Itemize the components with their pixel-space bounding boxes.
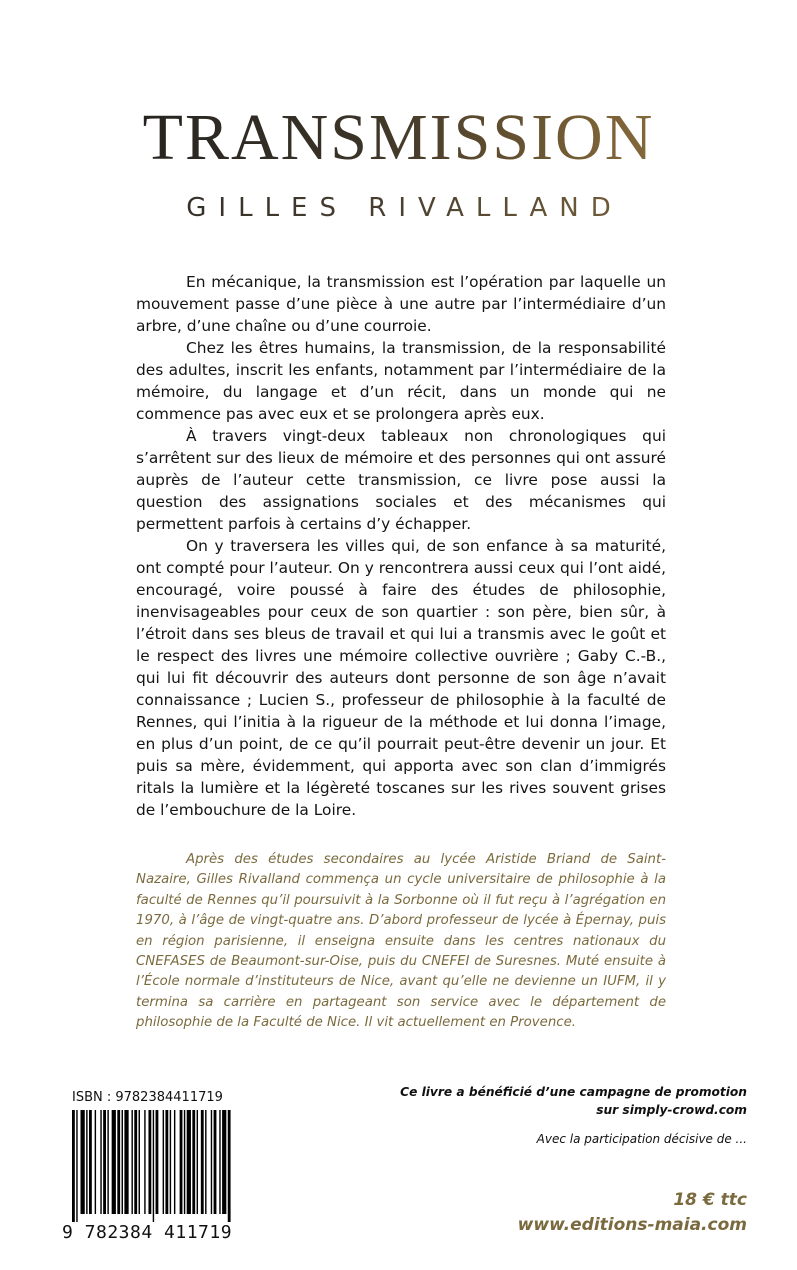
isbn-label: ISBN : 9782384411719 bbox=[72, 1090, 223, 1105]
barcode-bar bbox=[214, 1110, 217, 1214]
barcode-bar bbox=[95, 1110, 96, 1214]
barcode-bar bbox=[86, 1110, 87, 1214]
barcode-bar bbox=[107, 1110, 108, 1214]
barcode-bar bbox=[131, 1110, 132, 1214]
barcode-bar bbox=[228, 1110, 231, 1222]
summary-text bbox=[136, 271, 666, 821]
barcode-bar bbox=[222, 1110, 226, 1214]
participation-note: Avec la participation décisive de ... bbox=[536, 1132, 747, 1146]
barcode-bar bbox=[163, 1110, 164, 1214]
barcode-bar bbox=[205, 1110, 206, 1214]
summary-paragraph: On y traversera les villes qui, de son enfance à sa maturité, ont compté pour l’auteur. On y rencontrera aussi ceux qui l’ont aidé, encouragé, voire poussé à faire des études de philosophie, inenvisageables pour ceux de son quartier : son père, bien sûr, à l’étroit dans ses bleus de travail et qui lui a transmis avec le goût et le respect des livres une mémoire collective ouvrière ; Gaby C.-B., qui lui fit découvrir des auteurs dont personne de son âge n’avait connaissance ; Lucien S., professeur de philosophie à la faculté de Rennes, qui l’initia à la rigueur de la méthode et lui donna l’image, en plus d’un point, de ce qu’il pourrait peut-être devenir un jour. Et puis sa mère, évidemment, qui apporta avec son clan d’immigrés ritals la lumière et la légèreté toscanes sur les rives souvent grises de l’embouchure de la Loire. bbox=[136, 537, 666, 819]
promo-note bbox=[387, 1083, 747, 1119]
summary-paragraph: À travers vingt-deux tableaux non chronologiques qui s’arrêtent sur des lieux de mémoire et des personnes qui ont assuré auprès de l’auteur cette transmission, ce livre pose aussi la question des assignations sociales et des mécanismes qui permettent parfois à certains d’y échapper. bbox=[136, 427, 666, 533]
barcode-bar bbox=[184, 1110, 185, 1214]
barcode-bar bbox=[122, 1110, 123, 1214]
barcode-bar bbox=[72, 1110, 75, 1222]
barcode-bar bbox=[76, 1110, 77, 1222]
author-bio: Après des études secondaires au lycée Aristide Briand de Saint-Nazaire, Gilles Rivalland commença un cycle universitaire de philosophie à la faculté de Rennes qu’il poursuivit à la Sorbonne où il fut reçu à l’agrégation en 1970, à l’âge de vingt-quatre ans. D’abord professeur de lycée à Épernay, puis en région parisienne, il enseigna ensuite dans les centres nationaux du CNEFASES de Beaumont-sur-Oise, puis du CNEFEI de Suresnes. Muté ensuite à l’École normale d’instituteurs de Nice, avant qu’elle ne devienne un IUFM, il y termina sa carrière en partageant son service avec le département de philosophie de la Faculté de Nice. Il vit actuellement en Provence. bbox=[136, 852, 666, 1031]
barcode-bar bbox=[103, 1110, 106, 1214]
barcode-digits: 9 782384 411719 bbox=[62, 1222, 233, 1243]
price: 18 € ttc bbox=[673, 1190, 747, 1210]
barcode-bar bbox=[197, 1110, 198, 1214]
barcode-bar bbox=[170, 1110, 171, 1214]
book-title: TRANSMISSION bbox=[0, 98, 797, 178]
barcode-bar bbox=[100, 1110, 101, 1214]
barcode-bar bbox=[81, 1110, 85, 1214]
barcode-bar bbox=[192, 1110, 195, 1214]
barcode-bar bbox=[144, 1110, 145, 1214]
barcode-bar bbox=[124, 1110, 128, 1214]
barcode-bar bbox=[89, 1110, 92, 1214]
summary-paragraph: En mécanique, la transmission est l’opération par laquelle un mouvement passe d’une pièce à une autre par l’intermédiaire d’un arbre, d’une chaîne ou d’une courroie. bbox=[136, 273, 666, 335]
publisher-website: www.editions-maia.com bbox=[517, 1215, 747, 1235]
promo-line: sur simply-crowd.com bbox=[596, 1103, 747, 1117]
barcode-bar bbox=[139, 1110, 140, 1214]
barcode-bar bbox=[174, 1110, 175, 1214]
barcode-bar bbox=[117, 1110, 120, 1214]
barcode-bar bbox=[211, 1110, 212, 1214]
promo-line: Ce livre a bénéficié d’une campagne de promotion bbox=[400, 1085, 747, 1099]
summary-paragraph: Chez les êtres humains, la transmission, de la responsabilité des adultes, inscrit les enfants, notamment par l’intermédiaire de la mémoire, du langage et d’un récit, dans un monde qui ne commence pas avec eux et se prolongera après eux. bbox=[136, 339, 666, 423]
barcode-bar bbox=[219, 1110, 220, 1214]
barcode-bar bbox=[201, 1110, 204, 1214]
barcode-bar bbox=[153, 1110, 154, 1222]
barcode-bar bbox=[156, 1110, 159, 1214]
barcode-bar bbox=[148, 1110, 151, 1214]
barcode-bar bbox=[165, 1110, 168, 1214]
barcode-bar bbox=[187, 1110, 191, 1214]
barcode bbox=[72, 1110, 232, 1222]
barcode-bar bbox=[112, 1110, 116, 1214]
barcode-bar bbox=[134, 1110, 137, 1214]
barcode-bar bbox=[180, 1110, 183, 1214]
author-name: GILLES RIVALLAND bbox=[0, 192, 797, 224]
